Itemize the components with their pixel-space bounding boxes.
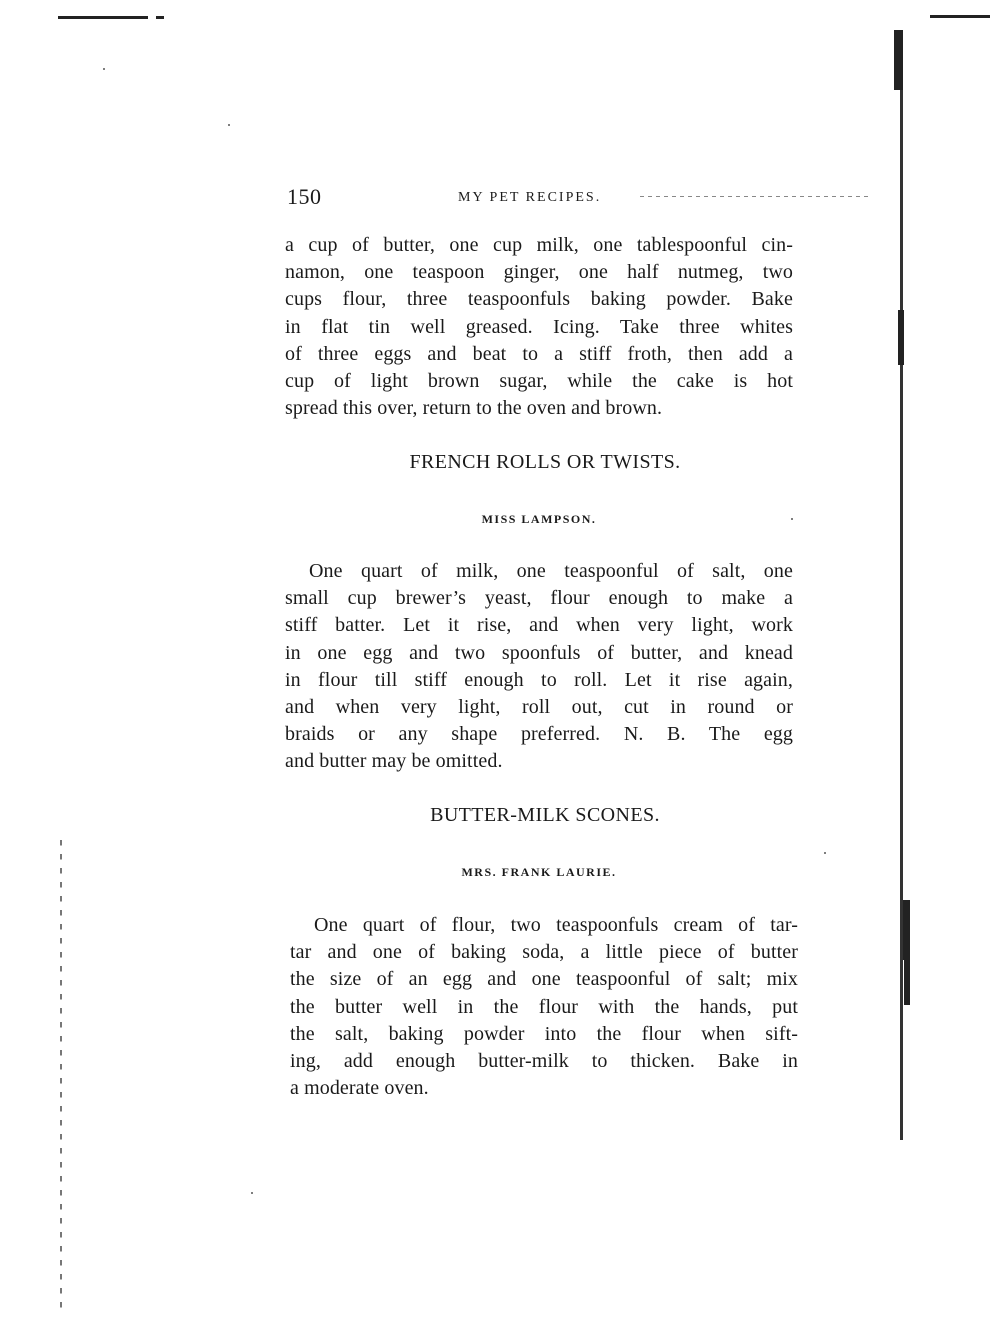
- text-line: in one egg and two spoonfuls of butter, and knead: [285, 641, 793, 664]
- scan-speckle: [251, 1192, 253, 1194]
- text-line: the size of an egg and one teaspoonful of salt; mix: [290, 968, 798, 991]
- text-line: a cup of butter, one cup milk, one tablespoonful cin-: [285, 234, 793, 256]
- scan-artifact-top-right: [930, 15, 990, 18]
- recipe-body: [290, 912, 798, 1102]
- text-line: spread this over, return to the oven and brown.: [285, 397, 663, 420]
- running-head: MY PET RECIPES.: [458, 190, 602, 205]
- page-spine-shadow-upper: [894, 30, 903, 90]
- text-line: in flat tin well greased. Icing. Take three whites: [285, 315, 793, 338]
- page-spine-shadow-lower: [903, 900, 910, 960]
- text-line: cups flour, three teaspoonfuls baking powder. Bake: [285, 288, 793, 311]
- scan-artifact-top-left-dash: [156, 16, 164, 19]
- text-line: a moderate oven.: [290, 1077, 429, 1100]
- continuation-paragraph: [285, 232, 793, 422]
- recipe-author: MISS LAMPSON.: [481, 512, 597, 526]
- recipe-author: MRS. FRANK LAURIE.: [461, 865, 617, 879]
- scan-artifact-left-margin: [60, 840, 62, 1310]
- text-line: the salt, baking powder into the flour when sift-: [290, 1022, 798, 1045]
- scan-speckle: [103, 68, 105, 70]
- text-line: ing, add enough butter-milk to thicken. Bake in: [290, 1049, 798, 1072]
- text-line: braids or any shape preferred. N. B. The egg: [285, 723, 793, 746]
- recipe-body: [285, 558, 793, 776]
- recipe-title: FRENCH ROLLS OR TWISTS.: [409, 451, 681, 473]
- header-dotted-rule: [640, 196, 870, 197]
- scan-speckle: [824, 852, 826, 854]
- scan-speckle: [228, 124, 230, 126]
- page-number: 150: [287, 184, 322, 209]
- text-line: and butter may be omitted.: [285, 750, 503, 773]
- text-line: of three eggs and beat to a stiff froth, then add a: [285, 342, 793, 365]
- text-line: One quart of milk, one teaspoonful of salt, one: [309, 560, 793, 582]
- text-line: cup of light brown sugar, while the cake is hot: [285, 369, 793, 392]
- text-line: in flour till stiff enough to roll. Let it rise again,: [285, 668, 793, 691]
- text-line: stiff batter. Let it rise, and when very light, work: [285, 614, 793, 637]
- scan-artifact-top-left: [58, 16, 148, 19]
- text-line: tar and one of baking soda, a little piece of butter: [290, 941, 798, 964]
- page-spine-shadow-middle: [898, 310, 904, 365]
- page-spine-edge: [900, 90, 903, 1140]
- text-line: and when very light, roll out, cut in round or: [285, 695, 793, 718]
- text-line: One quart of flour, two teaspoonfuls cream of tar-: [314, 914, 798, 936]
- text-line: namon, one teaspoon ginger, one half nutmeg, two: [285, 261, 793, 284]
- page-spine-shadow-bottom: [904, 960, 910, 1005]
- text-line: small cup brewer’s yeast, flour enough to make a: [285, 587, 793, 610]
- recipe-title: BUTTER-MILK SCONES.: [430, 804, 660, 826]
- text-line: the butter well in the flour with the hands, put: [290, 995, 798, 1018]
